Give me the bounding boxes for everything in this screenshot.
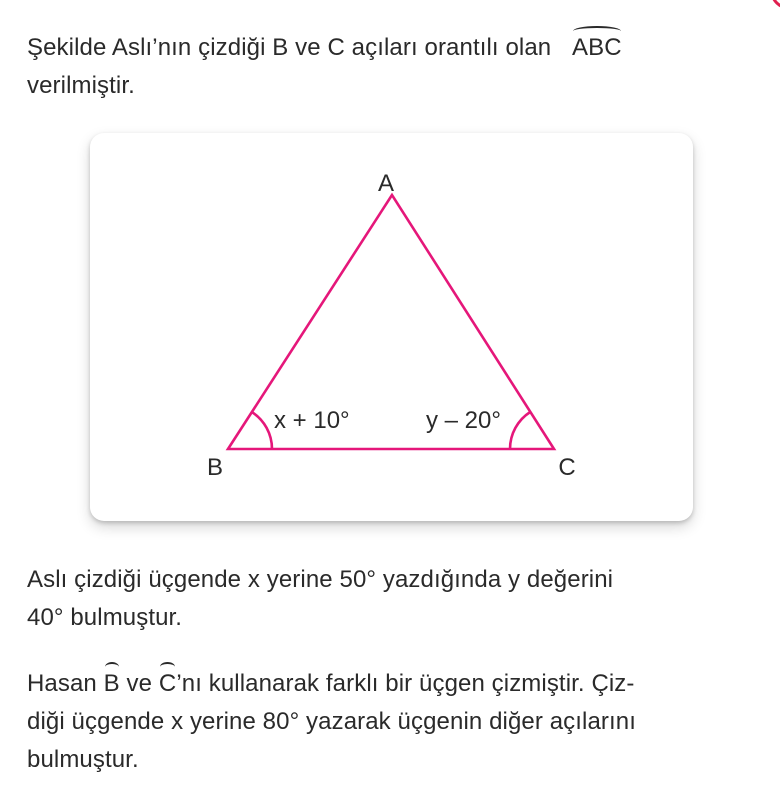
result-paragraph [27, 561, 762, 637]
question-paragraph [27, 665, 762, 779]
question-post: ’nı kullanarak farklı bir üçgen çizmiştir. Çiz- [176, 670, 635, 697]
question-line2: diği üçgende x yerine 80° yazarak üçgenin diğer açılarını [27, 708, 636, 735]
vertex-c-label: C [558, 454, 576, 481]
intro-paragraph [27, 29, 762, 105]
question-pre: Hasan [27, 670, 97, 697]
vertex-a-label: A [377, 170, 395, 197]
angle-c-label: y – 20° [426, 407, 501, 434]
angle-b-label: x + 10° [274, 407, 350, 434]
result-line2: 40° bulmuştur. [27, 604, 183, 631]
angle-c-symbol: C [159, 665, 176, 703]
result-line1: Aslı çizdiği üçgende x yerine 50° yazdığında y değerini [27, 566, 614, 593]
triangle-diagram [90, 133, 693, 521]
angle-b-arc [252, 412, 272, 449]
triangle-name-with-arc: ABC [572, 29, 622, 67]
angle-b-symbol: B [104, 665, 120, 703]
question-line3: bulmuştur. [27, 746, 139, 773]
question-mid: ve [126, 670, 153, 697]
intro-text: Şekilde Aslı’nın çizdiği B ve C açıları orantılı olan [27, 34, 552, 61]
vertex-b-label: B [206, 454, 224, 481]
intro-line2: verilmiştir. [27, 72, 135, 99]
angle-c-arc [510, 412, 530, 449]
triangle-figure-card [90, 133, 693, 521]
corner-decoration [770, 0, 780, 10]
